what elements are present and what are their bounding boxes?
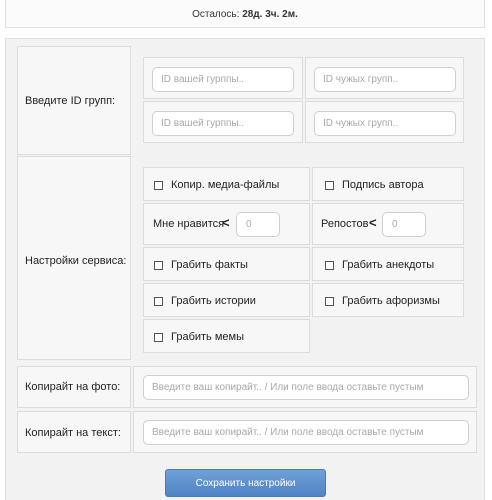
grab-facts-checkbox[interactable] [154, 259, 248, 271]
own-group-id-input-2[interactable] [152, 111, 294, 136]
grab-memes-checkbox[interactable] [154, 331, 244, 343]
other-group-cell-2 [305, 101, 464, 143]
copyright-photo-input[interactable] [143, 375, 469, 400]
copy-media-checkbox[interactable] [154, 179, 279, 191]
grab-facts-label: Грабить факты [171, 259, 248, 271]
settings-label-cell [17, 156, 131, 360]
likes-label: Мне нравится [153, 218, 225, 230]
groups-label: Введите ID групп: [25, 95, 116, 107]
remaining-label: Осталось: [192, 9, 240, 20]
checkbox-square [325, 297, 334, 306]
reposts-input[interactable]: 0 [382, 212, 426, 237]
copyright-photo-cell [133, 366, 477, 408]
copy-media-cell [143, 167, 310, 201]
copyright-text-label: Копирайт на текст: [25, 427, 121, 439]
copyright-text-label-cell [17, 411, 131, 453]
other-group-id-input-1[interactable] [314, 67, 456, 92]
grab-stories-label: Грабить истории [171, 295, 256, 307]
checkbox-square [154, 181, 163, 190]
likes-input[interactable]: 0 [236, 212, 280, 237]
settings-panel [5, 38, 485, 500]
copy-media-label: Копир. медиа-файлы [171, 179, 280, 191]
grab-facts-cell [143, 247, 310, 281]
grab-stories-cell [143, 283, 310, 317]
other-group-cell-1 [305, 57, 464, 99]
checkbox-square [325, 261, 334, 270]
grab-aphorisms-label: Грабить афоризмы [342, 295, 440, 307]
time-remaining-bar [5, 0, 485, 28]
settings-label: Настройки сервиса: [25, 255, 127, 267]
own-group-id-input-1[interactable] [152, 67, 294, 92]
copyright-photo-label: Копирайт на фото: [25, 381, 121, 393]
reposts-label: Репостов [321, 218, 369, 230]
author-signature-cell [312, 167, 464, 201]
copyright-photo-label-cell [17, 366, 131, 408]
likes-less-than: < [222, 215, 230, 230]
likes-cell [143, 203, 310, 245]
copyright-text-input[interactable] [143, 420, 469, 445]
checkbox-square [154, 261, 163, 270]
checkbox-square [325, 181, 334, 190]
own-group-cell-1 [143, 57, 303, 99]
save-settings-button[interactable]: Сохранить настройки [165, 469, 326, 497]
author-signature-checkbox[interactable] [325, 179, 424, 191]
grab-aphorisms-cell [312, 283, 464, 317]
author-signature-label: Подпись автора [342, 179, 424, 191]
copyright-text-cell [133, 411, 477, 453]
grab-stories-checkbox[interactable] [154, 295, 256, 307]
other-group-id-input-2[interactable] [314, 111, 456, 136]
remaining-value: 28д. 3ч. 2м. [242, 9, 298, 20]
reposts-cell [312, 203, 464, 245]
grab-jokes-cell [312, 247, 464, 281]
groups-label-cell [17, 46, 131, 155]
grab-memes-label: Грабить мемы [171, 331, 244, 343]
own-group-cell-2 [143, 101, 303, 143]
grab-jokes-label: Грабить анекдоты [342, 259, 435, 271]
reposts-less-than: < [369, 215, 377, 230]
checkbox-square [154, 333, 163, 342]
grab-memes-cell [143, 319, 310, 353]
grab-jokes-checkbox[interactable] [325, 259, 434, 271]
grab-aphorisms-checkbox[interactable] [325, 295, 440, 307]
checkbox-square [154, 297, 163, 306]
